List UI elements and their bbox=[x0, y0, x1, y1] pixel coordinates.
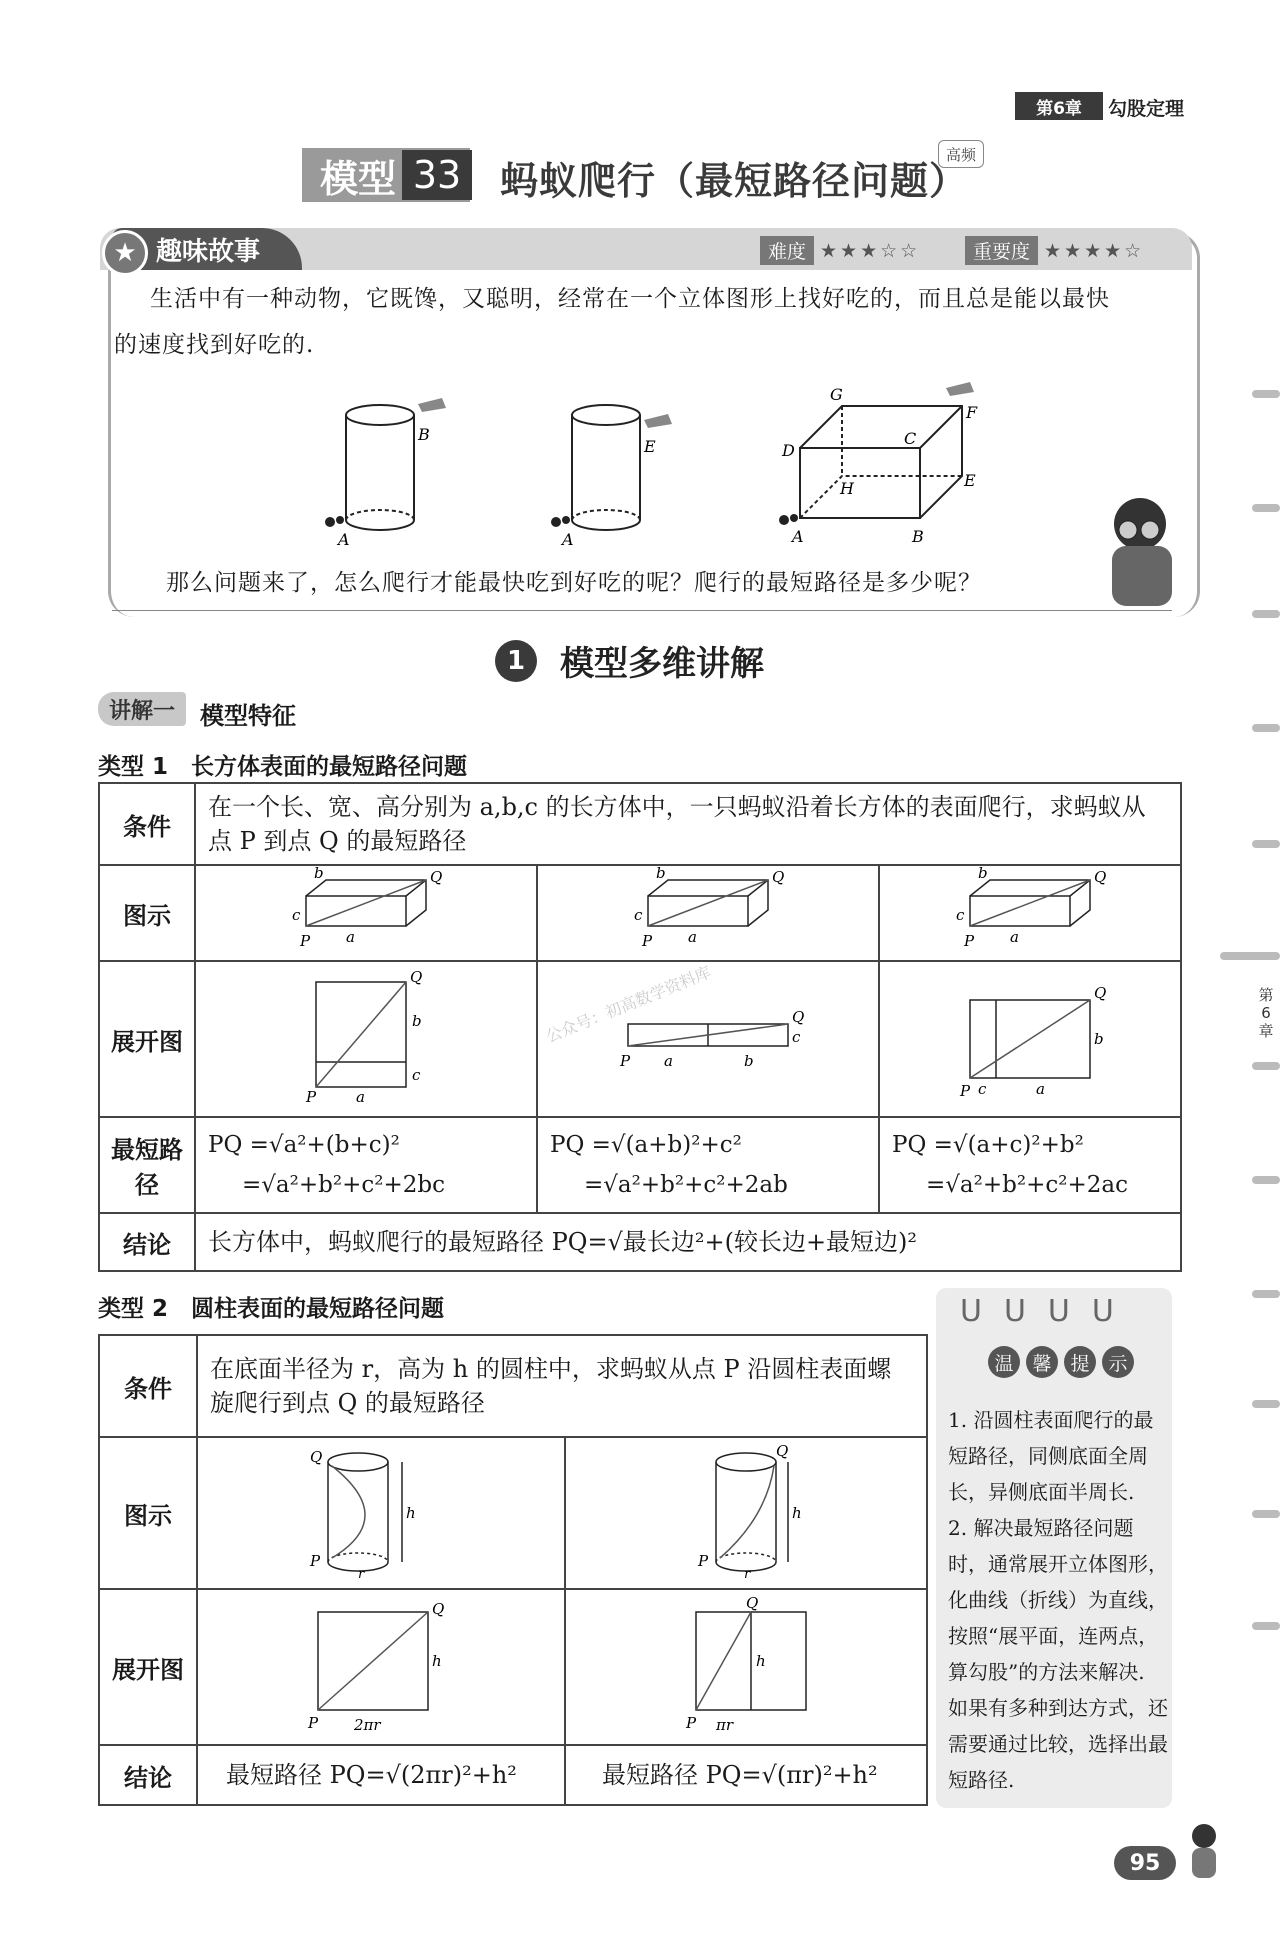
formula-1a: PQ =√a²+(b+c)² bbox=[208, 1132, 400, 1158]
cylinder-unfold-cell-2 bbox=[565, 1589, 927, 1745]
chapter-badge: 第6章 bbox=[1015, 92, 1103, 120]
unfold-diagram-2 bbox=[538, 962, 878, 1112]
svg-text:H: H bbox=[840, 479, 854, 498]
svg-text:Q: Q bbox=[432, 1600, 445, 1618]
svg-text:h: h bbox=[432, 1652, 442, 1670]
side-tab bbox=[1252, 504, 1280, 512]
side-tab bbox=[1252, 1510, 1280, 1518]
type2-condition: 在底面半径为 r，高为 h 的圆柱中，求蚂蚁从点 P 沿圆柱表面螺旋爬行到点 Q 的最短路径 bbox=[197, 1335, 927, 1437]
formula-2b: =√a²+b²+c²+2ab bbox=[584, 1172, 788, 1198]
formula-cell-2 bbox=[537, 1117, 879, 1213]
svg-text:c: c bbox=[292, 906, 301, 924]
svg-text:r: r bbox=[744, 1567, 751, 1582]
tips-title-char: 提 bbox=[1064, 1346, 1096, 1378]
svg-text:P: P bbox=[960, 1082, 971, 1100]
svg-text:a: a bbox=[664, 1052, 673, 1070]
cylinder-unfold-2 bbox=[566, 1590, 926, 1740]
row-label-unfold-2: 展开图 bbox=[99, 1589, 197, 1745]
svg-text:c: c bbox=[412, 1066, 421, 1084]
cylinder-diagram-2 bbox=[566, 1438, 926, 1584]
svg-text:Q: Q bbox=[430, 868, 443, 886]
svg-text:P: P bbox=[964, 932, 975, 950]
svg-text:Q: Q bbox=[1094, 984, 1107, 1002]
svg-text:a: a bbox=[1010, 928, 1019, 946]
row-label-condition-2: 条件 bbox=[99, 1335, 197, 1437]
side-tab-active bbox=[1220, 952, 1280, 960]
svg-text:B: B bbox=[418, 425, 430, 444]
svg-text:F: F bbox=[966, 403, 978, 422]
svg-text:Q: Q bbox=[746, 1594, 759, 1612]
svg-text:c: c bbox=[978, 1080, 987, 1098]
formula-3b: =√a²+b²+c²+2ac bbox=[926, 1172, 1128, 1198]
svg-text:P: P bbox=[686, 1714, 697, 1732]
section-title: 模型多维讲解 bbox=[560, 644, 764, 684]
story-line-1: 生活中有一种动物，它既馋，又聪明，经常在一个立体图形上找好吃的，而且总是能以最快 bbox=[150, 286, 1110, 312]
model-number: 33 bbox=[402, 150, 472, 200]
svg-text:Q: Q bbox=[776, 1442, 789, 1460]
formula-cell-1 bbox=[195, 1117, 537, 1213]
svg-text:P: P bbox=[642, 932, 653, 950]
svg-text:P: P bbox=[310, 1552, 321, 1570]
cylinder-cell-1 bbox=[197, 1437, 565, 1589]
page-title: 蚂蚁爬行（最短路径问题） bbox=[500, 159, 969, 203]
type2-conclusion-2: 最短路径 PQ=√(πr)²+h² bbox=[565, 1745, 927, 1805]
box-diagram-3 bbox=[880, 866, 1180, 956]
unfold-cell-1 bbox=[195, 961, 537, 1117]
svg-text:c: c bbox=[634, 906, 643, 924]
svg-text:Q: Q bbox=[1094, 868, 1107, 886]
box-figure bbox=[800, 406, 962, 518]
tips-title-char: 温 bbox=[988, 1346, 1020, 1378]
formula-1b: =√a²+b²+c²+2bc bbox=[242, 1172, 445, 1198]
svg-text:Q: Q bbox=[310, 1448, 323, 1466]
svg-text:P: P bbox=[698, 1552, 709, 1570]
tips-title-char: 示 bbox=[1102, 1346, 1134, 1378]
svg-text:E: E bbox=[644, 437, 656, 456]
svg-text:h: h bbox=[756, 1652, 766, 1670]
importance-rating bbox=[965, 236, 1144, 265]
cylinder-figure-2 bbox=[572, 405, 640, 530]
tips-body bbox=[948, 1402, 1170, 1798]
explanation-tag: 讲解一 bbox=[98, 692, 186, 726]
tips-title-char: 馨 bbox=[1026, 1346, 1058, 1378]
mascot-icon bbox=[1180, 1818, 1230, 1888]
svg-text:A: A bbox=[338, 530, 350, 549]
type1-conclusion: 长方体中，蚂蚁爬行的最短路径 PQ=√最长边²+(较长边+最短边)² bbox=[195, 1213, 1181, 1271]
svg-text:P: P bbox=[308, 1714, 319, 1732]
importance-stars: ★★★★☆ bbox=[1044, 239, 1145, 262]
binocular-kid-icon bbox=[1092, 490, 1192, 612]
story-tab: 趣味故事 bbox=[112, 228, 302, 270]
row-label-figure-2: 图示 bbox=[99, 1437, 197, 1589]
svg-text:b: b bbox=[744, 1052, 754, 1070]
svg-text:D: D bbox=[782, 441, 795, 460]
svg-text:a: a bbox=[1036, 1080, 1045, 1098]
tips-title bbox=[988, 1346, 1134, 1378]
side-tab bbox=[1252, 840, 1280, 848]
side-tab bbox=[1252, 1400, 1280, 1408]
star-icon: ★ bbox=[102, 230, 148, 276]
story-figures bbox=[300, 380, 1000, 550]
svg-text:P: P bbox=[620, 1052, 631, 1070]
svg-text:a: a bbox=[356, 1088, 365, 1106]
type2-table bbox=[98, 1334, 928, 1806]
figure-cell-2 bbox=[537, 865, 879, 961]
story-line-2: 的速度找到好吃的. bbox=[114, 332, 315, 358]
ant-icon bbox=[325, 514, 798, 527]
side-tab bbox=[1252, 390, 1280, 398]
cylinder-figure-1 bbox=[346, 405, 414, 530]
svg-text:b: b bbox=[656, 866, 666, 882]
story-question: 那么问题来了，怎么爬行才能最快吃到好吃的呢？爬行的最短路径是多少呢？ bbox=[166, 570, 982, 596]
svg-text:a: a bbox=[688, 928, 697, 946]
formula-2a: PQ =√(a+b)²+c² bbox=[550, 1132, 742, 1158]
svg-text:c: c bbox=[956, 906, 965, 924]
side-chapter-label: 第6章 bbox=[1258, 986, 1274, 1040]
row-label-condition: 条件 bbox=[99, 783, 195, 865]
unfold-cell-3 bbox=[879, 961, 1181, 1117]
ring-icon: ᑌᑌᑌᑌ bbox=[960, 1294, 1136, 1329]
difficulty-stars: ★★★☆☆ bbox=[820, 239, 921, 262]
svg-text:Q: Q bbox=[792, 1008, 805, 1026]
svg-text:b: b bbox=[978, 866, 988, 882]
type2-heading: 类型 2 圆柱表面的最短路径问题 bbox=[98, 1296, 445, 1322]
box-diagram-2 bbox=[538, 866, 878, 956]
watermark: 公众号：初高数学资料库 bbox=[543, 962, 714, 1047]
svg-text:c: c bbox=[792, 1028, 801, 1046]
difficulty-rating bbox=[760, 236, 920, 265]
chapter-title: 勾股定理 bbox=[1108, 98, 1185, 120]
side-tab bbox=[1252, 1062, 1280, 1070]
figure-cell-1 bbox=[195, 865, 537, 961]
row-label-unfold: 展开图 bbox=[99, 961, 195, 1117]
side-tab bbox=[1252, 1176, 1280, 1184]
frequency-badge: 高频 bbox=[938, 140, 984, 168]
row-label-shortest: 最短路径 bbox=[99, 1117, 195, 1213]
svg-text:A: A bbox=[792, 527, 804, 546]
importance-label: 重要度 bbox=[965, 236, 1038, 265]
cylinder-unfold-cell-1 bbox=[197, 1589, 565, 1745]
svg-text:P: P bbox=[300, 932, 311, 950]
divider bbox=[112, 610, 1172, 611]
unfold-cell-2 bbox=[537, 961, 879, 1117]
side-tab bbox=[1252, 610, 1280, 618]
box-diagram-1 bbox=[196, 866, 536, 956]
svg-text:C: C bbox=[904, 429, 917, 448]
row-label-conclusion: 结论 bbox=[99, 1213, 195, 1271]
model-label: 模型 bbox=[302, 148, 470, 202]
tip-2: 2. 解决最短路径问题时，通常展开立体图形，化曲线（折线）为直线，按照“展平面，连两点，算勾股”的方法来解决. 如果有多种到达方式，还需要通过比较，选择出最短路径. bbox=[948, 1516, 1168, 1792]
cylinder-unfold-1 bbox=[198, 1590, 564, 1740]
type1-table bbox=[98, 782, 1182, 1272]
svg-text:b: b bbox=[314, 866, 324, 882]
type1-condition: 在一个长、宽、高分别为 a,b,c 的长方体中，一只蚂蚁沿着长方体的表面爬行，求蚂蚁从点 P 到点 Q 的最短路径 bbox=[195, 783, 1181, 865]
svg-text:2πr: 2πr bbox=[354, 1716, 381, 1734]
svg-text:E: E bbox=[964, 471, 976, 490]
unfold-diagram-1 bbox=[196, 962, 536, 1112]
svg-text:b: b bbox=[412, 1012, 422, 1030]
section-number: 1 bbox=[495, 640, 537, 682]
svg-text:πr: πr bbox=[716, 1716, 734, 1734]
formula-3a: PQ =√(a+c)²+b² bbox=[892, 1132, 1084, 1158]
formula-cell-3 bbox=[879, 1117, 1181, 1213]
svg-text:Q: Q bbox=[410, 968, 423, 986]
svg-text:P: P bbox=[306, 1088, 317, 1106]
svg-text:a: a bbox=[346, 928, 355, 946]
svg-text:B: B bbox=[912, 527, 924, 546]
side-tab bbox=[1252, 1290, 1280, 1298]
page-number: 95 bbox=[1114, 1846, 1176, 1880]
side-tab bbox=[1252, 724, 1280, 732]
tip-1: 1. 沿圆柱表面爬行的最短路径，同侧底面全周长，异侧底面半周长. bbox=[948, 1408, 1154, 1504]
svg-text:G: G bbox=[830, 385, 843, 404]
svg-text:h: h bbox=[792, 1504, 802, 1522]
svg-text:h: h bbox=[406, 1504, 416, 1522]
unfold-diagram-3 bbox=[880, 962, 1180, 1112]
explanation-title: 模型特征 bbox=[200, 702, 296, 730]
row-label-conclusion-2: 结论 bbox=[99, 1745, 197, 1805]
cylinder-cell-2 bbox=[565, 1437, 927, 1589]
figure-cell-3 bbox=[879, 865, 1181, 961]
type2-conclusion-1: 最短路径 PQ=√(2πr)²+h² bbox=[197, 1745, 565, 1805]
svg-text:b: b bbox=[1094, 1030, 1104, 1048]
svg-text:A: A bbox=[562, 530, 574, 549]
cylinder-diagram-1 bbox=[198, 1438, 564, 1584]
side-tab bbox=[1252, 1622, 1280, 1630]
svg-text:r: r bbox=[358, 1567, 365, 1582]
svg-text:Q: Q bbox=[772, 868, 785, 886]
row-label-figure: 图示 bbox=[99, 865, 195, 961]
difficulty-label: 难度 bbox=[760, 236, 814, 265]
type1-heading: 类型 1 长方体表面的最短路径问题 bbox=[98, 754, 468, 780]
